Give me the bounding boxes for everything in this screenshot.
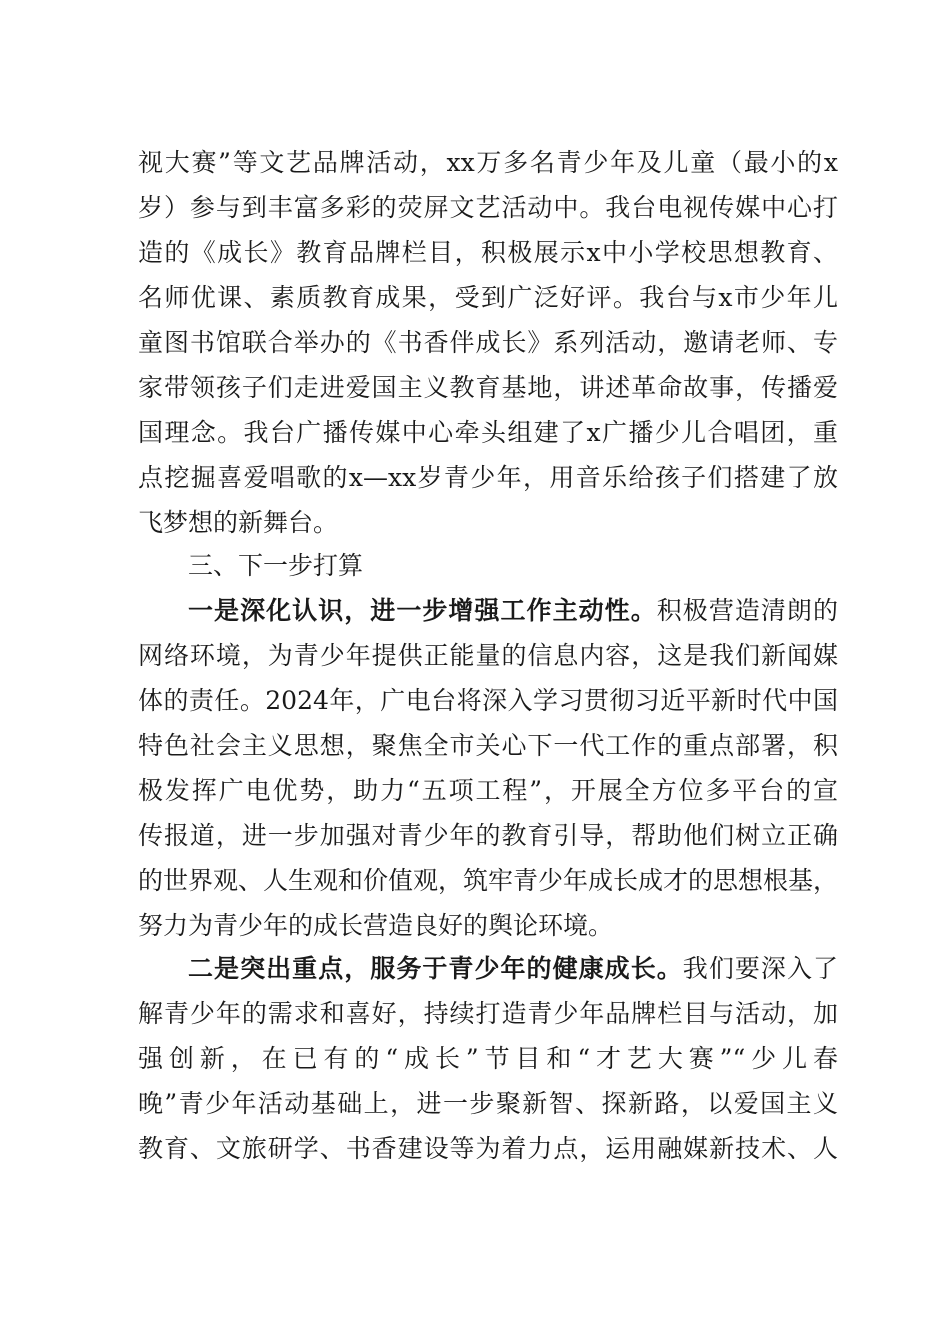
paragraph-line: 飞梦想的新舞台。 bbox=[138, 508, 339, 537]
paragraph-line: 教育、文旅研学、书香建设等为着力点，运用融媒新技术、人 bbox=[138, 1134, 838, 1163]
paragraph-lead: 二是突出重点，服务于青少年的健康成长。 bbox=[188, 954, 683, 983]
paragraph-line: 点挖掘喜爱唱歌的x—xx岁青少年，用音乐给孩子们搭建了放 bbox=[138, 463, 838, 492]
paragraph-text: 我们要深入了 bbox=[682, 954, 838, 983]
paragraph-line: 晚”青少年活动基础上，进一步聚新智、探新路，以爱国主义 bbox=[138, 1089, 838, 1118]
paragraph-text: 积极营造清朗的 bbox=[656, 596, 838, 625]
paragraph-line: 童图书馆联合举办的《书香伴成长》系列活动，邀请老师、专 bbox=[138, 328, 838, 357]
paragraph-line: 家带领孩子们走进爱国主义教育基地，讲述革命故事，传播爱 bbox=[138, 373, 838, 402]
paragraph-first-line bbox=[188, 593, 838, 629]
paragraph-line: 视大赛”等文艺品牌活动，xx万多名青少年及儿童（最小的x bbox=[138, 148, 838, 177]
paragraph-line: 的世界观、人生观和价值观，筑牢青少年成长成才的思想根基， bbox=[138, 866, 839, 895]
paragraph-line: 体的责任。2024年，广电台将深入学习贯彻习近平新时代中国 bbox=[138, 686, 838, 715]
paragraph-line: 造的《成长》教育品牌栏目，积极展示x中小学校思想教育、 bbox=[138, 238, 838, 267]
paragraph-line: 解青少年的需求和喜好，持续打造青少年品牌栏目与活动，加 bbox=[138, 999, 838, 1028]
section-heading: 三、下一步打算 bbox=[188, 551, 364, 580]
paragraph-line: 岁）参与到丰富多彩的荧屏文艺活动中。我台电视传媒中心打 bbox=[138, 193, 838, 222]
paragraph-line: 极发挥广电优势，助力“五项工程”，开展全方位多平台的宣 bbox=[138, 776, 838, 805]
paragraph-lead: 一是深化认识，进一步增强工作主动性。 bbox=[188, 596, 657, 625]
paragraph-line: 国理念。我台广播传媒中心牵头组建了x广播少儿合唱团，重 bbox=[138, 418, 838, 447]
paragraph-line: 强创新，在已有的“成长”节目和“才艺大赛”“少儿春 bbox=[138, 1044, 838, 1073]
paragraph-line: 特色社会主义思想，聚焦全市关心下一代工作的重点部署，积 bbox=[138, 731, 838, 760]
paragraph-first-line bbox=[188, 951, 838, 987]
paragraph-line: 传报道，进一步加强对青少年的教育引导，帮助他们树立正确 bbox=[138, 821, 838, 850]
paragraph-line: 网络环境，为青少年提供正能量的信息内容，这是我们新闻媒 bbox=[138, 641, 838, 670]
paragraph-line: 名师优课、素质教育成果，受到广泛好评。我台与x市少年儿 bbox=[138, 283, 838, 312]
paragraph-line: 努力为青少年的成长营造良好的舆论环境。 bbox=[138, 911, 614, 940]
